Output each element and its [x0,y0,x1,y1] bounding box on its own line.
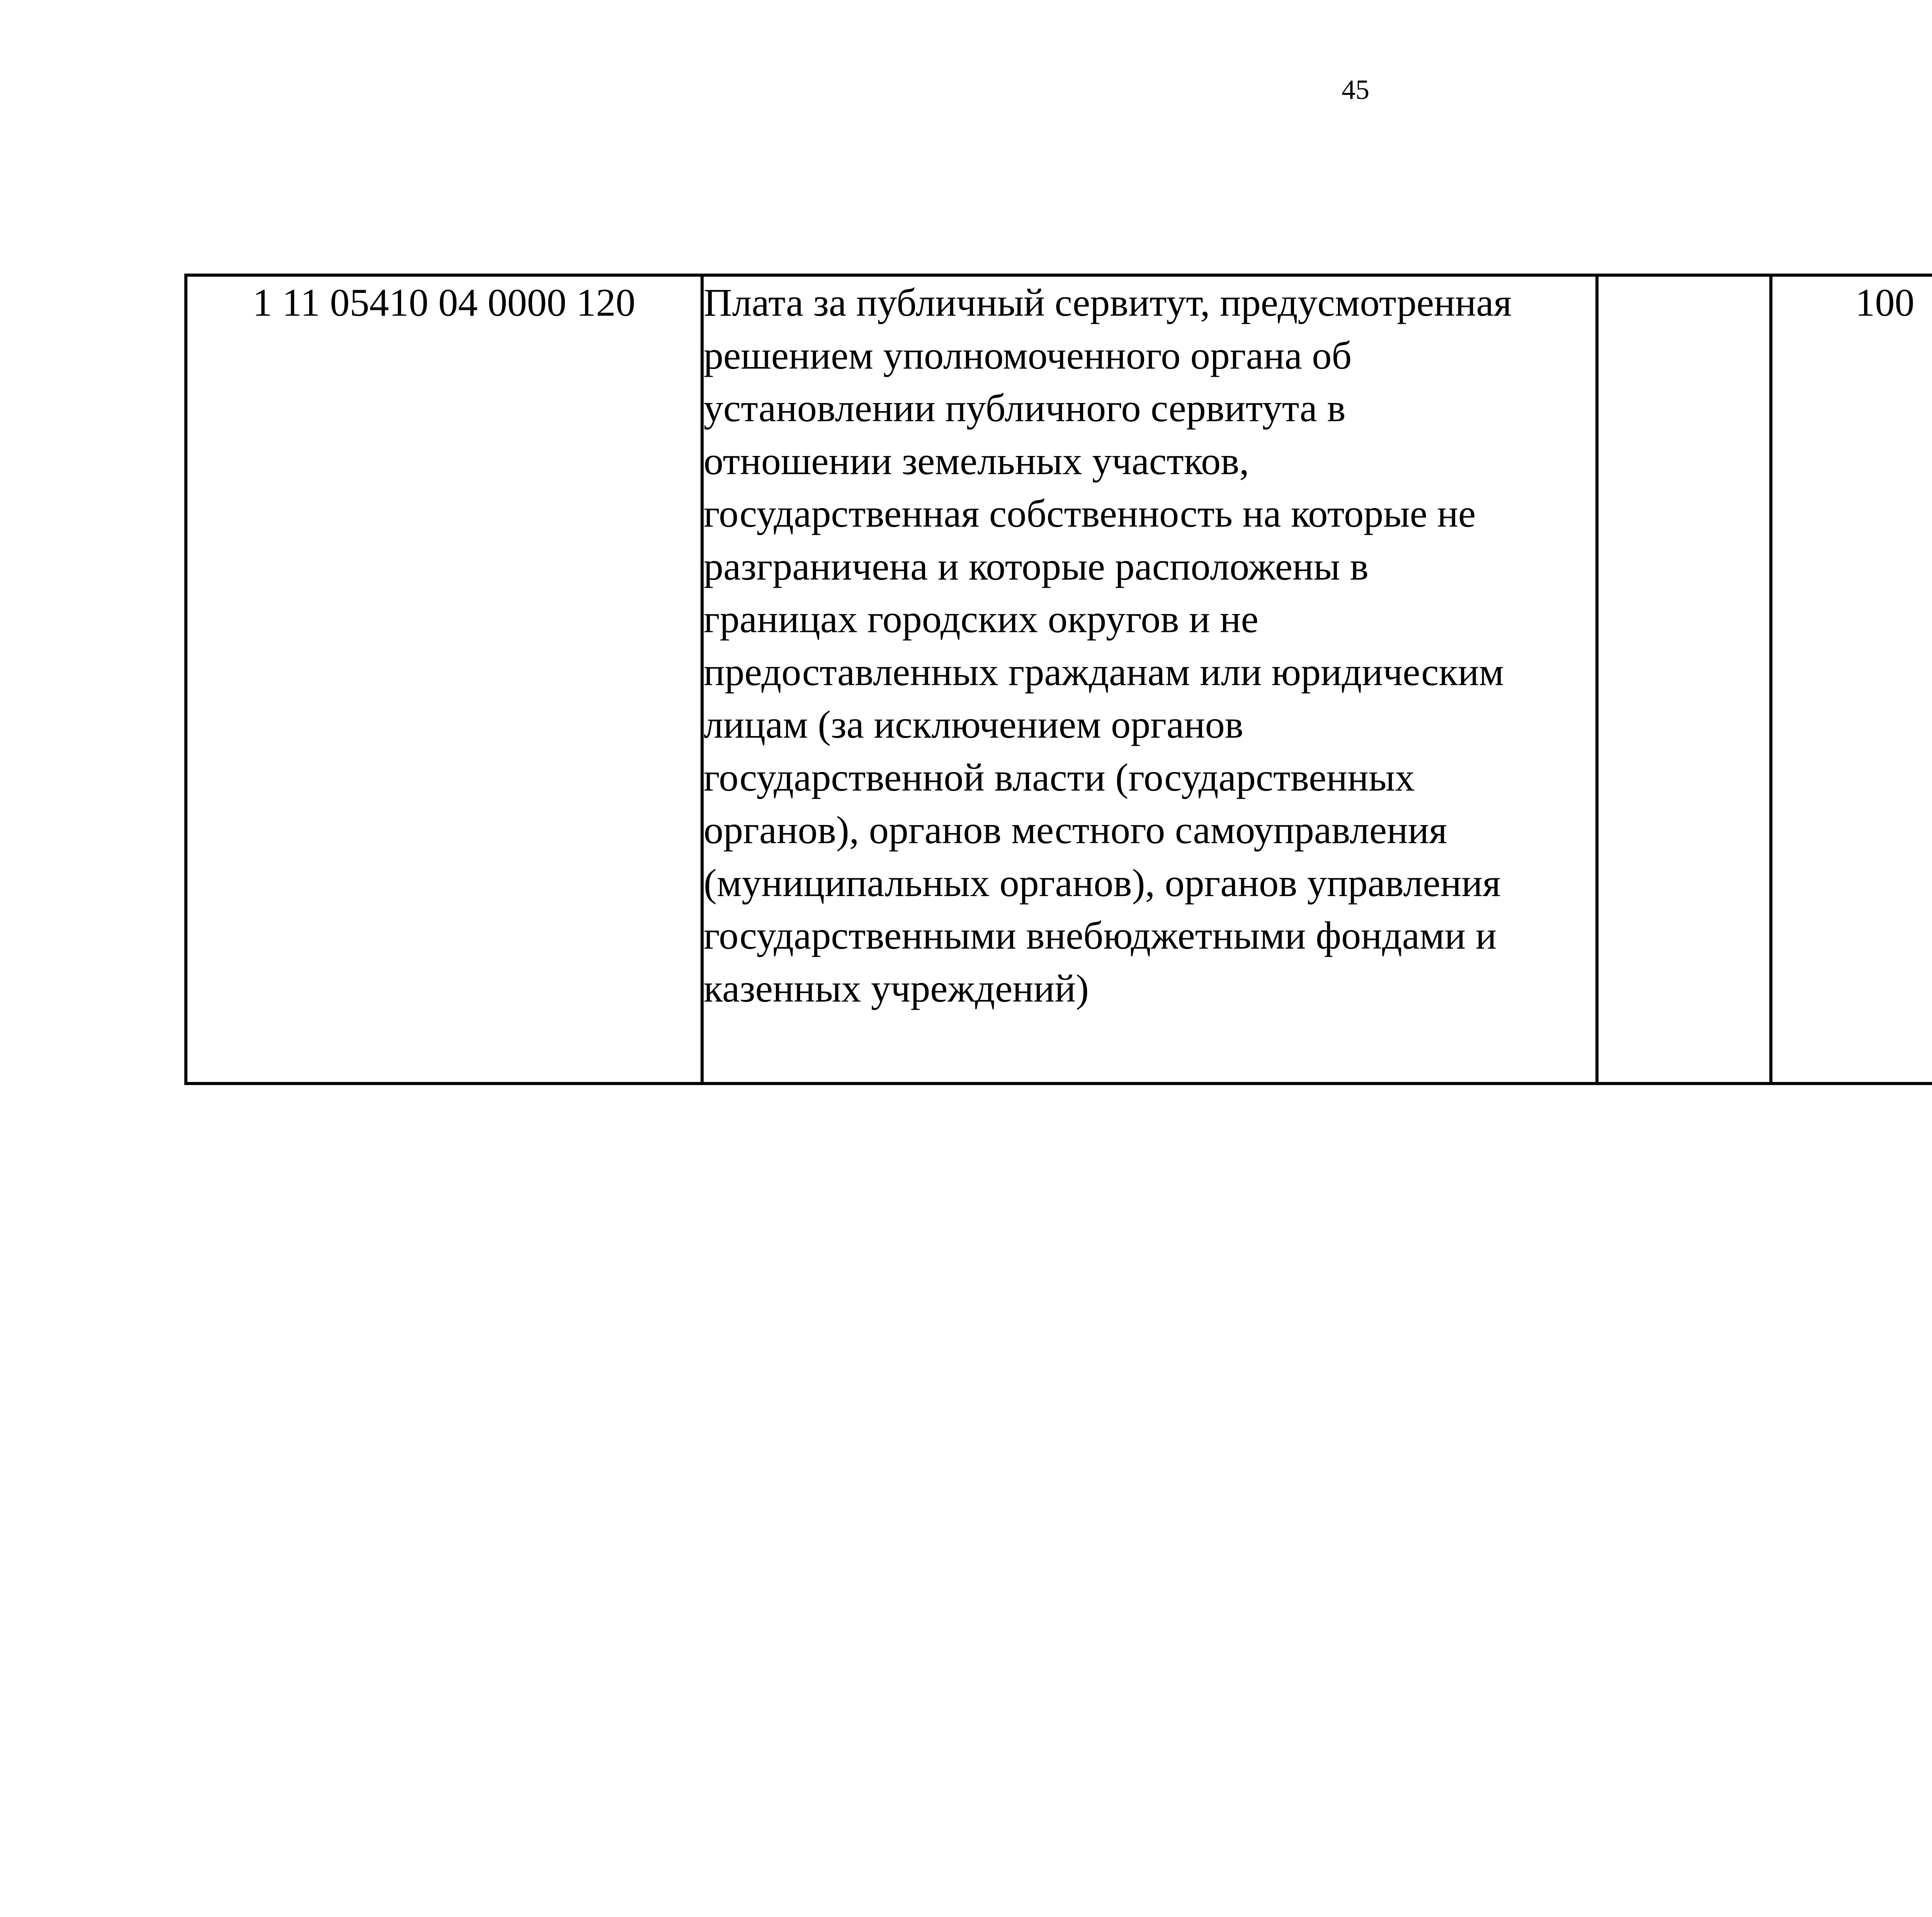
description-line: государственными внебюджетными фондами и [704,914,1497,958]
description-line: разграничена и которые расположены в [704,544,1369,589]
income-description-cell [702,275,1597,1084]
description-line: отношении земельных участков, [704,439,1249,483]
description-line: (муниципальных органов), органов управления [704,861,1501,905]
description-line: предоставленных гражданам или юридическим [704,650,1504,694]
description-line: установлении публичного сервитута в [704,386,1346,430]
table-cell-col3 [1597,275,1771,1084]
description-line: государственной власти (государственных [704,755,1415,799]
description-line: решением уполномоченного органа об [704,333,1352,378]
description-line: лицам (за исключением органов [704,703,1243,747]
percent-value-cell: 100 [1771,275,1932,1084]
description-line: государственная собственность на которые не [704,492,1476,536]
income-code-cell: 1 11 05410 04 0000 120 [186,275,702,1084]
description-line: казенных учреждений) [704,966,1089,1010]
description-line: границах городских округов и не [704,597,1259,641]
description-line: органов), органов местного самоуправления [704,808,1447,852]
page-number: 45 [1342,74,1369,105]
table-row [186,275,1932,1084]
description-line: Плата за публичный сервитут, предусмотренная [704,281,1512,325]
budget-table [184,274,1932,1085]
